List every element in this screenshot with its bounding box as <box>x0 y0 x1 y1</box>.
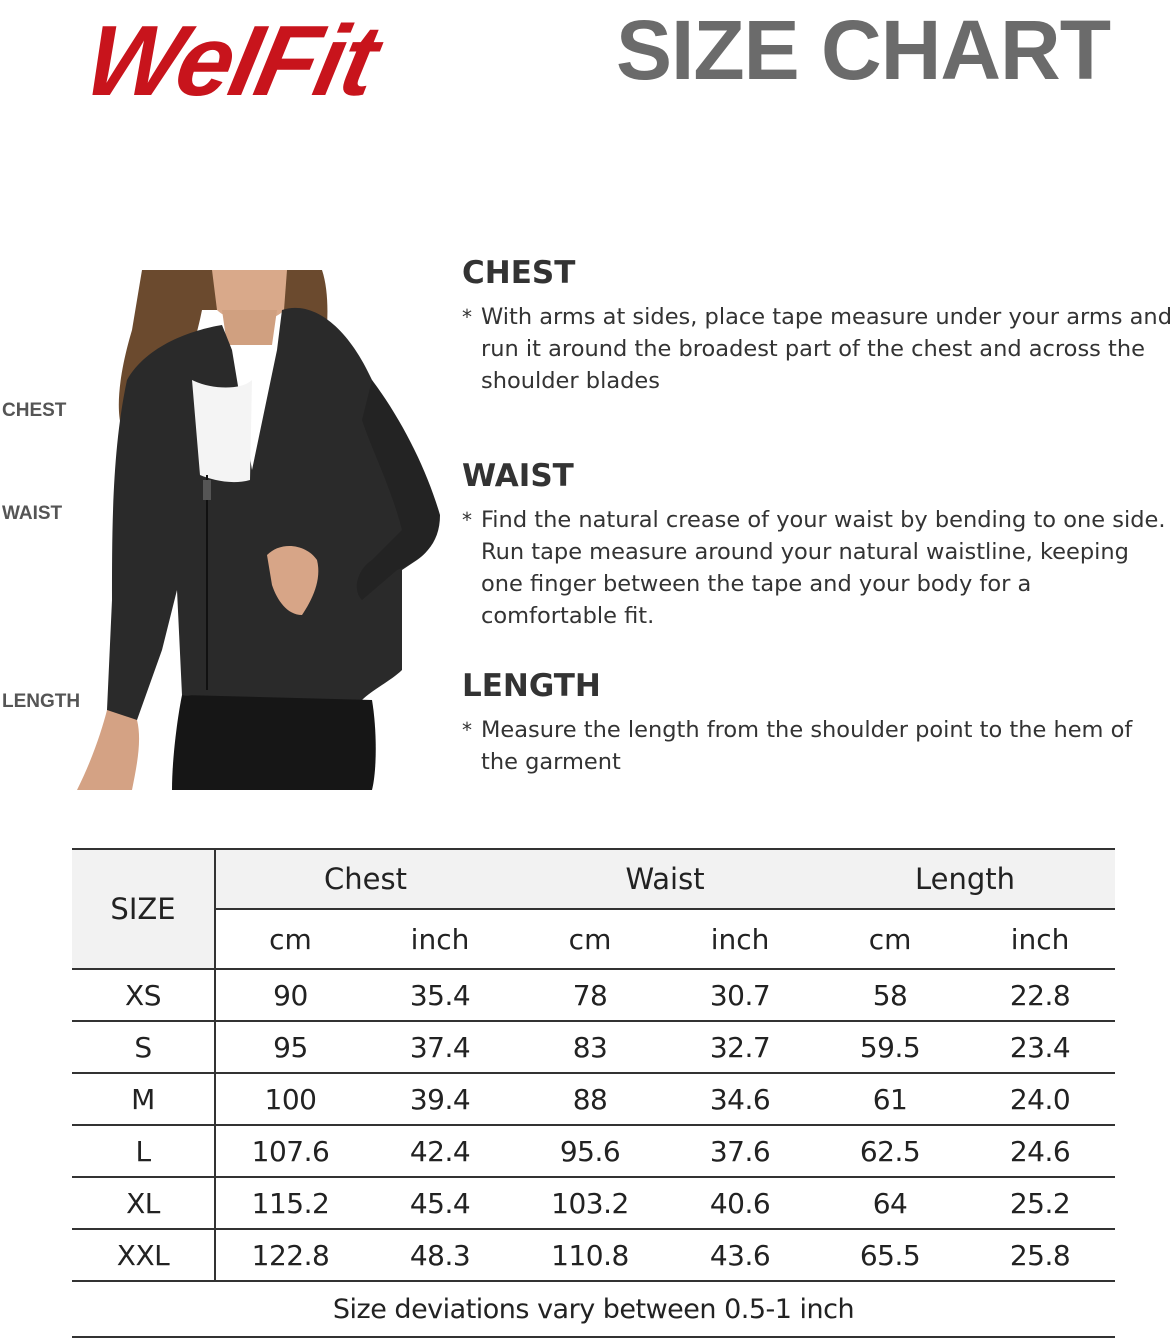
size-cell: S <box>72 1021 215 1073</box>
measurement-cell: 25.8 <box>965 1229 1115 1281</box>
size-table-container <box>72 848 1115 1338</box>
measurement-cell: 30.7 <box>665 969 815 1021</box>
measurement-cell: 23.4 <box>965 1021 1115 1073</box>
measurement-cell: 103.2 <box>515 1177 665 1229</box>
measurement-cell: 22.8 <box>965 969 1115 1021</box>
figure-label-waist: WAIST <box>2 503 63 524</box>
table-row <box>72 1073 1115 1125</box>
measurement-cell: 42.4 <box>365 1125 515 1177</box>
measurement-cell: 122.8 <box>215 1229 365 1281</box>
measurement-cell: 45.4 <box>365 1177 515 1229</box>
table-row <box>72 1021 1115 1073</box>
bullet-icon: * <box>462 305 472 329</box>
measurement-cell: 83 <box>515 1021 665 1073</box>
instruction-text <box>462 714 1174 778</box>
instruction-title: CHEST <box>462 255 576 291</box>
measurement-cell: 37.6 <box>665 1125 815 1177</box>
measurement-cell: 48.3 <box>365 1229 515 1281</box>
measurement-cell: 24.0 <box>965 1073 1115 1125</box>
instruction-text-content: Measure the length from the shoulder point to the hem of the garment <box>481 717 1133 775</box>
model-jacket-illustration <box>72 270 442 790</box>
measurement-cell: 65.5 <box>815 1229 965 1281</box>
unit-header: cm <box>515 909 665 969</box>
measurement-cell: 32.7 <box>665 1021 815 1073</box>
size-column-header: SIZE <box>72 849 215 969</box>
measurement-cell: 78 <box>515 969 665 1021</box>
page-title: SIZE CHART <box>616 3 1110 97</box>
measurement-cell: 58 <box>815 969 965 1021</box>
unit-header: inch <box>365 909 515 969</box>
instruction-text <box>462 504 1174 632</box>
unit-header: cm <box>215 909 365 969</box>
instruction-text <box>462 301 1174 397</box>
table-row <box>72 969 1115 1021</box>
instruction-chest <box>462 255 1174 397</box>
table-row <box>72 1229 1115 1281</box>
unit-header: inch <box>965 909 1115 969</box>
instruction-title: WAIST <box>462 458 574 494</box>
size-deviation-note: Size deviations vary between 0.5-1 inch <box>72 1281 1115 1337</box>
unit-header: inch <box>665 909 815 969</box>
table-row <box>72 1177 1115 1229</box>
size-cell: XL <box>72 1177 215 1229</box>
table-unit-row <box>72 909 1115 969</box>
measurement-cell: 107.6 <box>215 1125 365 1177</box>
group-header-chest: Chest <box>215 849 515 909</box>
instruction-title: LENGTH <box>462 668 601 704</box>
measurement-cell: 62.5 <box>815 1125 965 1177</box>
measurement-cell: 35.4 <box>365 969 515 1021</box>
size-cell: L <box>72 1125 215 1177</box>
group-header-waist: Waist <box>515 849 815 909</box>
measurement-cell: 59.5 <box>815 1021 965 1073</box>
instruction-text-content: Find the natural crease of your waist by bending to one side. Run tape measure around your natural waistline, keeping one finger between the tape and your body for a comfortable fit. <box>481 507 1166 629</box>
measurement-cell: 24.6 <box>965 1125 1115 1177</box>
measurement-cell: 64 <box>815 1177 965 1229</box>
brand-logo-text: WeIFit <box>76 5 387 117</box>
size-cell: M <box>72 1073 215 1125</box>
table-row <box>72 1125 1115 1177</box>
bullet-icon: * <box>462 718 472 742</box>
figure-label-length: LENGTH <box>2 691 81 712</box>
measurement-cell: 39.4 <box>365 1073 515 1125</box>
measurement-cell: 37.4 <box>365 1021 515 1073</box>
brand-logo <box>76 0 498 120</box>
measurement-cell: 34.6 <box>665 1073 815 1125</box>
measurement-cell: 110.8 <box>515 1229 665 1281</box>
size-cell: XS <box>72 969 215 1021</box>
table-header-row <box>72 849 1115 909</box>
group-header-length: Length <box>815 849 1115 909</box>
measurement-cell: 95.6 <box>515 1125 665 1177</box>
instruction-text-content: With arms at sides, place tape measure under your arms and run it around the broadest part of the chest and across the shoulder blades <box>481 304 1172 394</box>
measurement-cell: 115.2 <box>215 1177 365 1229</box>
measurement-cell: 95 <box>215 1021 365 1073</box>
measurement-cell: 88 <box>515 1073 665 1125</box>
unit-header: cm <box>815 909 965 969</box>
measurement-cell: 25.2 <box>965 1177 1115 1229</box>
measurement-cell: 43.6 <box>665 1229 815 1281</box>
measurement-cell: 100 <box>215 1073 365 1125</box>
measurement-cell: 61 <box>815 1073 965 1125</box>
size-table <box>72 848 1115 1338</box>
measurement-cell: 40.6 <box>665 1177 815 1229</box>
measurement-cell: 90 <box>215 969 365 1021</box>
bullet-icon: * <box>462 508 472 532</box>
size-cell: XXL <box>72 1229 215 1281</box>
figure-label-chest: CHEST <box>2 400 67 421</box>
instruction-length <box>462 668 1174 778</box>
instruction-waist <box>462 458 1174 632</box>
